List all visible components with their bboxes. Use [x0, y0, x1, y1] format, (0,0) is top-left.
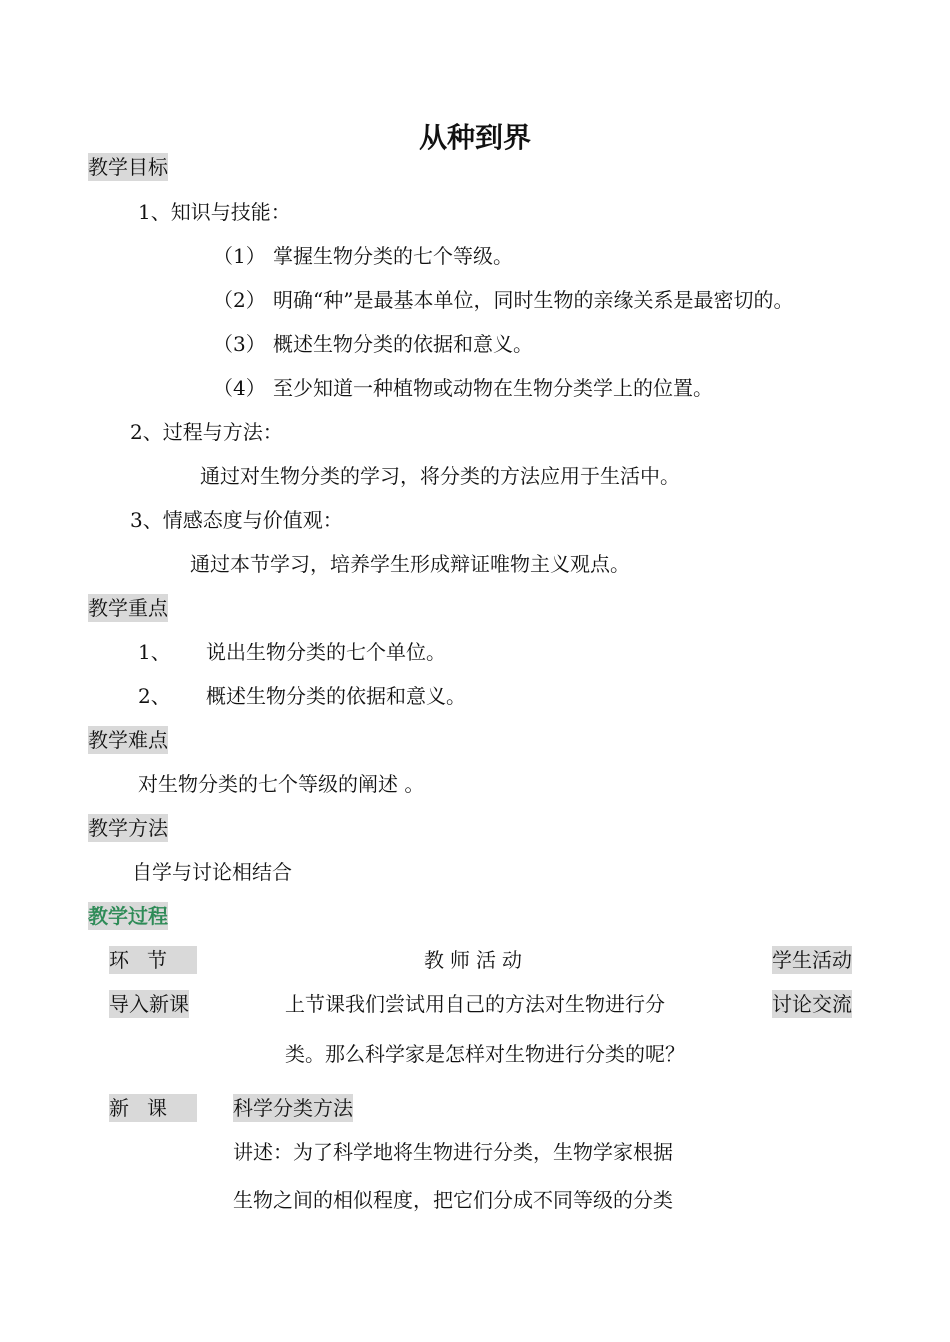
objective-attitude-text: 通过本节学习，培养学生形成辩证唯物主义观点。 — [190, 552, 630, 576]
key-point-item — [138, 682, 466, 710]
method-text: 自学与讨论相结合 — [132, 860, 292, 884]
table-row-student: 讨论交流 — [772, 992, 852, 1016]
objective-process-label: 2、过程与方法： — [130, 420, 283, 444]
table-row-stage: 导入新课 — [109, 992, 189, 1016]
table-row-stage: 新课 — [109, 1094, 197, 1122]
objective-knowledge-label: 1、知识与技能： — [138, 200, 291, 224]
objective-item-text: 明确“种”是最基本单位，同时生物的亲缘关系是最密切的。 — [273, 288, 794, 312]
table-row-teacher-heading: 科学分类方法 — [233, 1096, 353, 1120]
table-row-teacher-line: 上节课我们尝试用自己的方法对生物进行分 — [285, 992, 665, 1016]
objectives-heading: 教学目标 — [88, 155, 168, 179]
document-title: 从种到界 — [418, 121, 531, 154]
objective-attitude-label: 3、情感态度与价值观： — [130, 508, 343, 532]
process-heading: 教学过程 — [88, 904, 168, 928]
table-header-teacher: 教师活动 — [424, 948, 528, 972]
key-point-text: 说出生物分类的七个单位。 — [206, 640, 446, 664]
key-point-text: 概述生物分类的依据和意义。 — [206, 684, 466, 708]
objective-item-text: 概述生物分类的依据和意义。 — [273, 332, 533, 356]
objective-item-text: 至少知道一种植物或动物在生物分类学上的位置。 — [273, 376, 713, 400]
objective-item-num: （3） — [213, 332, 266, 356]
objective-process-text: 通过对生物分类的学习，将分类的方法应用于生活中。 — [200, 464, 680, 488]
objective-item — [213, 286, 793, 314]
objective-item — [213, 374, 713, 402]
key-point-num: 2、 — [138, 684, 171, 708]
objective-item-text: 掌握生物分类的七个等级。 — [273, 244, 513, 268]
objective-item-num: （1） — [213, 244, 266, 268]
method-heading: 教学方法 — [88, 816, 168, 840]
table-header-stage: 环节 — [109, 946, 197, 974]
key-point-num: 1、 — [138, 640, 171, 664]
difficulties-heading: 教学难点 — [88, 728, 168, 752]
objective-item — [213, 330, 533, 358]
key-point-item — [138, 638, 446, 666]
table-row-teacher-line: 讲述：为了科学地将生物进行分类，生物学家根据 — [233, 1140, 673, 1164]
difficulties-text: 对生物分类的七个等级的阐述 。 — [138, 772, 425, 796]
objective-item — [213, 242, 513, 270]
table-row-teacher-line: 生物之间的相似程度，把它们分成不同等级的分类 — [233, 1188, 673, 1212]
objective-item-num: （2） — [213, 288, 266, 312]
table-row-teacher-line: 类。那么科学家是怎样对生物进行分类的呢？ — [285, 1042, 685, 1066]
key-points-heading: 教学重点 — [88, 596, 168, 620]
table-header-student: 学生活动 — [772, 948, 852, 972]
objective-item-num: （4） — [213, 376, 266, 400]
